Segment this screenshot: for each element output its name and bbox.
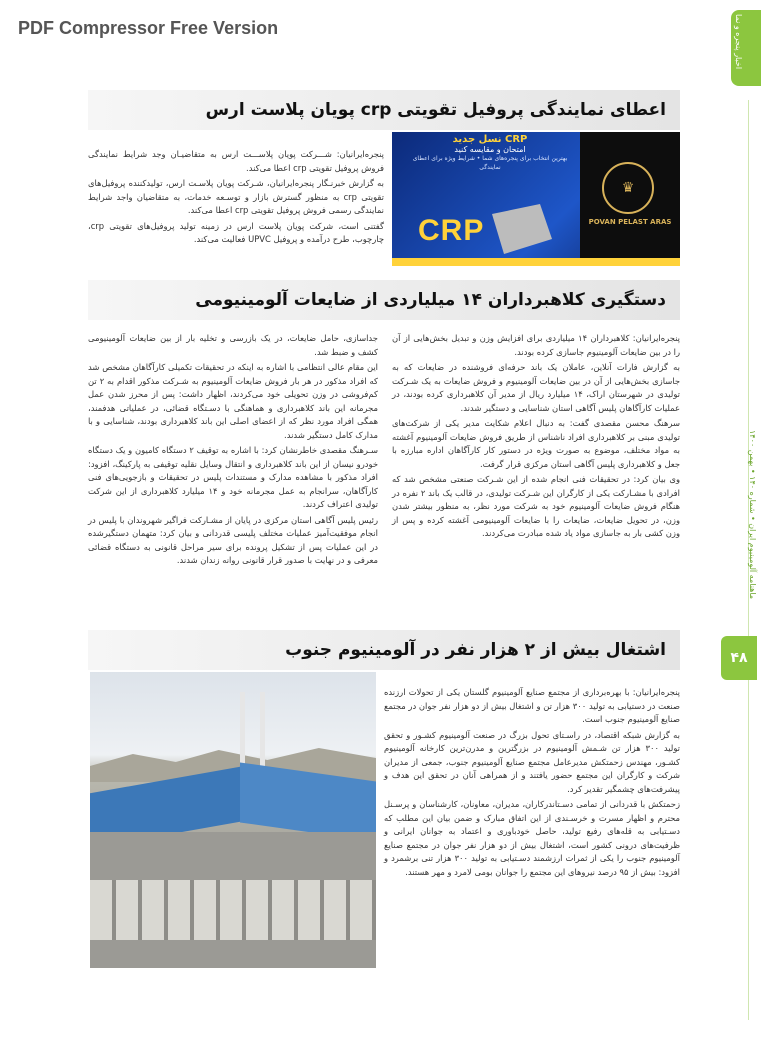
article1-headline xyxy=(88,90,680,130)
article3-paragraph: پنجره‌ایرانیان: با بهره‌برداری از مجتمع صنایع آلومینیوم گلستان یکی از تحولات ارزنده صنعت در دستیابی به تولید ۳۰۰ هزار تن و اشتغال بیش از دو هزار نفر جوان در مجتمع صنایع آلومینیوم جنوب است. xyxy=(384,687,680,724)
section-tab-label: اخبار پنجره و نما xyxy=(734,14,743,70)
article3-headline xyxy=(88,630,680,670)
article2-paragraph: پنجره‌ایرانیان: کلاهبرداران ۱۴ میلیاردی برای افزایش وزن و تبدیل بخش‌هایی از آن را در بین ضایعات آلومینیوم جاسازی کرده بودند. xyxy=(392,333,681,357)
ad-logo-panel xyxy=(580,132,680,266)
aluminium-plant-photo xyxy=(90,672,376,968)
article2-headline xyxy=(88,280,680,320)
article1-paragraph: به گزارش خبرنـگار پنجره‌ایرانیان، شـرکت پویان پلاسـت ارس، تولیدکننده پروفیل‌های تقویتی crp به منظور گسترش بازار و توسـعه خدمات، به متقاضیان واجد شرایط نمایندگی رسمی فروش پروفیل تقویتی crp اعطا می‌کند. xyxy=(88,178,384,215)
article1-paragraph: پنجره‌ایرانیان: شـــرکت پویان پلاســـت ارس به متقاضیـان وجد شرایط نمایندگی فروش پروفیل تقویتی crp اعطا می‌کند. xyxy=(88,149,384,173)
ad-slogan-2: امتحان و مقایسه کنید xyxy=(454,145,526,154)
ad-product: CRP xyxy=(418,214,485,247)
article2-title: دستگیری کلاهبرداران ۱۴ میلیاردی از ضایعات آلومینیومی xyxy=(195,290,666,310)
ad-band xyxy=(392,258,680,266)
section-tab xyxy=(731,10,761,86)
article2-paragraph: به گزارش فارات آنلاین، عاملان یک باند حرفه‌ای فروشنده در ضایعات که به جاسازی بخش‌هایی از آن در بین ضایعات آلومینیوم و فروش ضایعات به یک شـرکت تولیدی در شهرستان اراک، ۱۴ میلیارد ریال از مدیر آن کلاهبرداری کرده بودند، در عملیات کارآگاهان پلیس آگاهی استان شناسایی و دستگیر شدند. xyxy=(392,362,680,413)
article3-body xyxy=(384,686,680,881)
ad-slogan xyxy=(410,134,570,172)
photo-units xyxy=(90,880,376,940)
article2-paragraph: سرهنگ محسن مقصدی گفت: به دنبال اعلام شکایت مدیر یکی از شرکت‌های تولیدی مبنی بر کلاهبرداری افراد ناشناس از طریق فروش ضایعات آلومینیوم آغشته به مواد مختلف، موضوع به صورت ویژه در دستور کار کارآگاهان اداره مبارزه با جعل و کلاهبرداری پلیس آگاهی استان مرکزی قرار گرفت. xyxy=(392,418,680,469)
article1-body xyxy=(88,148,384,249)
page-number: ۴۸ xyxy=(721,636,757,680)
watermark-text: PDF Compressor Free Version xyxy=(18,18,279,38)
issue-meta: ماهنامه آلومینیوم ایران • شماره ۱۴۰ • بهمن ۱۴۰۰ xyxy=(748,430,757,600)
article2-paragraph: رئیس پلیس آگاهی استان مرکزی در پایان از مشـارکت فراگیر شهروندان با پلیس در انجام موفقیت‌آمیز عملیات مختلف پلیسی قدردانی و بیان کرد: متهمان دستگیرشده در این عملیات پس از تشکیل پرونده برای سیر مراحل قانونی به دستگاه قضائی معرفی و در نهایت با صدور قرار قانونی روانه زندان شدند. xyxy=(88,514,378,565)
ad-slogan-3: بهترین انتخاب برای پنجره‌های شما • شرایط ویژه برای اعطای نمایندگی xyxy=(412,155,568,171)
article1-title: اعطای نمایندگی پروفیل تقویتی crp پویان پلاست ارس xyxy=(205,100,666,120)
article1-paragraph: گفتنی است، شرکت پویان پلاست ارس در زمینه تولید پروفیل‌های تقویتی crp، چارچوب، طرح درآمده و پروفیل UPVC فعالیت می‌کند. xyxy=(88,220,384,244)
crown-logo-icon: ♛ xyxy=(602,162,654,214)
article2-paragraph: جداسازی، حامل ضایعات، در یک بازرسی و تخلیه بار از بین ضایعات آلومینیومی کشف و ضبط شد. xyxy=(88,333,378,357)
article3-paragraph: زحمتکش با قدردانی از تمامی دسـتاندرکاران، مدیران، معاونان، کارشناسان و پرسـنل محترم و اظهار مسرت و خرسـندی از این اتفاق مبارک و ضمن بیان این مطلب که دسـتیابی به قله‌های رفیع تولید، حاصل خودباوری و اعتماد به جوانان ایرانی و ظرفیت‌های درونی کشور است، اشتغال بیش از دو هزار نفر جوان در مجتمع صنایع آلومینیوم جنوب را یکی از ثمرات ارزشمند دسـتیابی به تولید ۳۰۰ هزار تنی برشمرد و افزود: بیش از ۹۵ درصد نیروهای این مجتمع را جوانان بومی لامرد و مهر هستند. xyxy=(384,799,680,877)
article2-col-right xyxy=(392,332,680,543)
article2-paragraph: سـرهنگ مقصدی خاطرنشان کرد: با اشاره به توقیف ۲ دستگاه کامیون و یک دستگاه خودرو نیسان از این باند کلاهبرداری و انتقال وسایل نقلیه توقیفی به پارکینگ، افزود: افراد مذکور با مشاهده مدارک و مستندات پلیس در تحقیقات و بازجویی‌های فنی کارآگاهان، سرانجام به عمل مجرمانه خود و ۱۴ میلیارد کلاهبرداری از این شرکت تولیدی اعتراف کردند. xyxy=(88,445,379,509)
crp-advertisement xyxy=(392,132,680,266)
article2-paragraph: این مقام عالی انتظامی با اشاره به اینکه در تحقیقات تکمیلی کارآگاهان مشخص شد که افراد مذکور در هر بار فروش ضایعات آلومینیوم به شـرکت مذکور اقدام به ۲ تن کم‌فروشی در وزن تحویلی خود می‌کردند، اظهار داشت: پس از محرز شدن عمل مجرمانه این باند کلاهبرداری و هماهنگی با دسـتگاه قضائی، در عملیاتی هدفمند، همگی افراد مورد نظر که از اعضای اصلی این باند کلاهبرداری بودند، شناسایی و با مدارک کامل دستگیر شدند. xyxy=(88,362,378,440)
article3-title: اشتغال بیش از ۲ هزار نفر در آلومینیوم جنوب xyxy=(285,640,666,660)
ad-slogan-1: نسل جدید CRP xyxy=(452,134,528,145)
article2-paragraph: وی بیان کرد: در تحقیقات فنی انجام شده از این شـرکت صنعتی مشخص شد که افرادی با مشـارکت یکی از کارگران این شـرکت تولیدی، در قالب یک باند ۲ نفره در هنگام فروش ضایعات آلومینیوم خود به شرکت مورد نظر، به منظور بیشتر شدن وزن، در تحویل ضایعات، ضایعات را با ضایعات آلومینیومی آغشته کرده و پس از وزن کشی بار به جاسازی مواد یاد شده مبادرت می‌کردند. xyxy=(392,474,680,538)
profile-product-image xyxy=(492,204,552,254)
ad-brand: POVAN PELAST ARAS xyxy=(588,218,672,226)
article3-paragraph: به گزارش شبکه اقتصاد، در راسـتای تحول بزرگ در صنعت آلومینیوم کشـور و تحقق تولید ۳۰۰ هزار تن شـمش آلومینیوم در بزرگترین و مدرن‌ترین کارخانه آلومینیوم کشـور، مهندس زحمتکش مدیرعامل مجتمع صنایع آلومینیوم جنوب، جمعی از مدیران شرکت و کارگران این مجتمع حضور یافتند و از همراهی آنان در تحقق این هدف و پیشرفت‌های چشمگیر تقدیر کرد. xyxy=(384,729,680,794)
article2-col-left xyxy=(88,332,378,570)
